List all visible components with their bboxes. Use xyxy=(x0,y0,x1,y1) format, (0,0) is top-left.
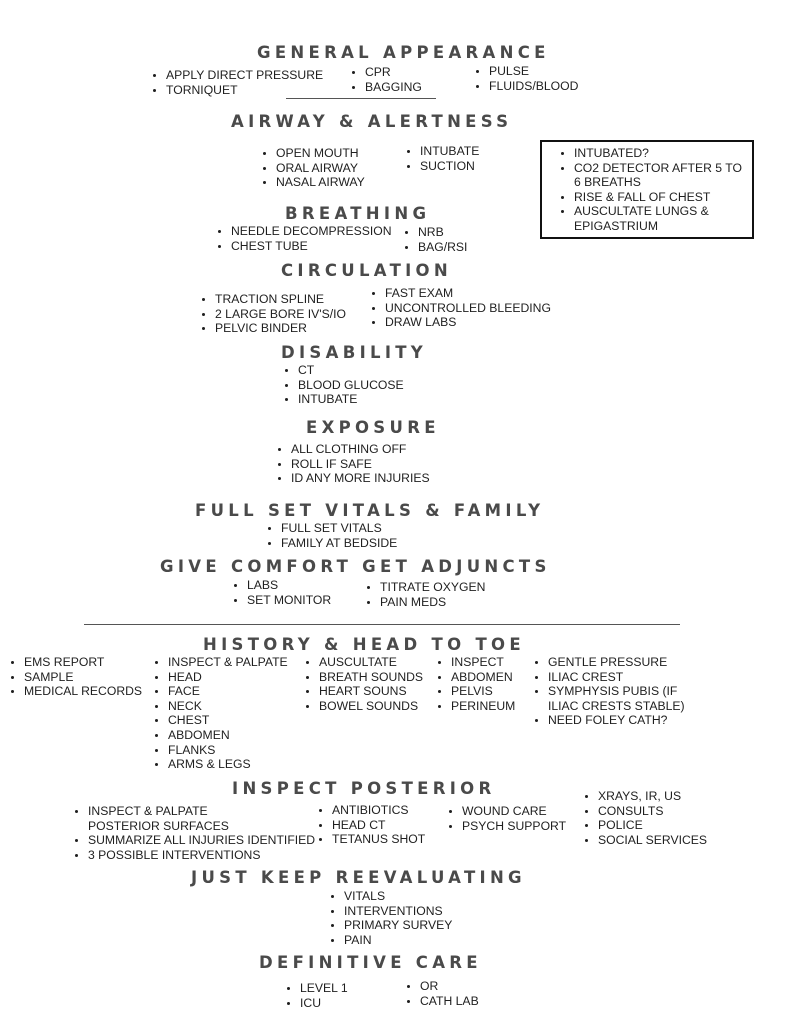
list-item: • POLICE xyxy=(598,818,707,833)
definitive-list-2 xyxy=(404,979,479,1008)
breathing-list-2 xyxy=(402,225,467,254)
list-item: • OPEN MOUTH xyxy=(276,146,365,161)
list-item: • INTUBATE xyxy=(420,144,479,159)
list-item: • ARMS & LEGS xyxy=(168,757,288,772)
list-item: • CT xyxy=(298,363,404,378)
list-item: • ANTIBIOTICS xyxy=(332,803,425,818)
list-item: • UNCONTROLLED BLEEDING xyxy=(385,301,551,316)
list-item: • PELVIC BINDER xyxy=(215,321,346,336)
list-item: • DRAW LABS xyxy=(385,315,551,330)
list-item: • TRACTION SPLINE xyxy=(215,292,346,307)
list-item: • SUCTION xyxy=(420,159,479,174)
definitive-list-1 xyxy=(284,981,348,1010)
list-item: • INSPECT & PALPATE xyxy=(168,655,288,670)
list-item: • 3 POSSIBLE INTERVENTIONS xyxy=(88,848,315,863)
list-item: • INTUBATED? xyxy=(574,146,742,161)
section-title-airway: AIRWAY & ALERTNESS xyxy=(231,112,513,131)
list-item: • AUSCULTATE xyxy=(319,655,423,670)
circulation-list-2 xyxy=(369,286,551,330)
intubation-checklist xyxy=(558,146,742,234)
list-item: • CATH LAB xyxy=(420,994,479,1009)
list-item: • APPLY DIRECT PRESSURE xyxy=(166,68,323,83)
list-item: • INSPECT & PALPATE xyxy=(88,804,315,819)
section-title-comfort: GIVE COMFORT GET ADJUNCTS xyxy=(160,557,551,576)
divider xyxy=(286,98,436,99)
section-title-general-appearance: GENERAL APPEARANCE xyxy=(257,43,550,62)
list-item: • BAG/RSI xyxy=(418,240,467,255)
list-item: ILIAC CRESTS STABLE) xyxy=(548,698,685,713)
vitals-list xyxy=(265,521,397,550)
list-item: • OR xyxy=(420,979,479,994)
list-item: • LEVEL 1 xyxy=(300,981,348,996)
list-item: • FAST EXAM xyxy=(385,286,551,301)
reevaluating-list xyxy=(328,889,452,947)
section-title-circulation: CIRCULATION xyxy=(281,261,452,280)
list-item: • WOUND CARE xyxy=(462,804,566,819)
list-item: • CONSULTS xyxy=(598,804,707,819)
list-item: • BLOOD GLUCOSE xyxy=(298,378,404,393)
list-item: • SUMMARIZE ALL INJURIES IDENTIFIED xyxy=(88,833,315,848)
history-list-1 xyxy=(8,655,142,699)
list-item: • NECK xyxy=(168,699,288,714)
divider xyxy=(84,624,680,625)
posterior-list-4 xyxy=(582,789,707,847)
list-item: • NEED FOLEY CATH? xyxy=(548,713,685,728)
posterior-list-2 xyxy=(316,803,425,847)
list-item: • EMS REPORT xyxy=(24,655,142,670)
list-item: • PAIN MEDS xyxy=(380,595,485,610)
list-item: • CHEST xyxy=(168,713,288,728)
posterior-list-1 xyxy=(72,804,315,862)
list-item: • TORNIQUET xyxy=(166,83,323,98)
list-item: • LABS xyxy=(247,578,331,593)
list-item: • ILIAC CREST xyxy=(548,670,685,685)
list-item: • ICU xyxy=(300,996,348,1011)
list-item: • CHEST TUBE xyxy=(231,239,392,254)
breathing-list-1 xyxy=(215,224,392,253)
general-appearance-list-2 xyxy=(349,65,422,94)
list-item: • PAIN xyxy=(344,933,452,948)
history-list-4 xyxy=(435,655,515,713)
general-appearance-list-3 xyxy=(473,64,578,93)
list-item: • ABDOMEN xyxy=(451,670,515,685)
list-item: • BAGGING xyxy=(365,80,422,95)
list-item: • MEDICAL RECORDS xyxy=(24,684,142,699)
general-appearance-list-1 xyxy=(150,68,323,97)
list-item: • GENTLE PRESSURE xyxy=(548,655,685,670)
list-item: • PELVIS xyxy=(451,684,515,699)
list-item: • FLANKS xyxy=(168,743,288,758)
list-item: • RISE & FALL OF CHEST xyxy=(574,190,742,205)
list-item: • BOWEL SOUNDS xyxy=(319,699,423,714)
list-item: • HEAD xyxy=(168,670,288,685)
list-item: • INTERVENTIONS xyxy=(344,904,452,919)
list-item: EPIGASTRIUM xyxy=(574,218,658,233)
history-list-5 xyxy=(532,655,685,728)
list-item: POSTERIOR SURFACES xyxy=(88,818,229,833)
section-title-history: HISTORY & HEAD TO TOE xyxy=(203,635,525,654)
list-item: • HEAD CT xyxy=(332,818,425,833)
list-item: • SAMPLE xyxy=(24,670,142,685)
list-item: • NASAL AIRWAY xyxy=(276,175,365,190)
list-item: • ORAL AIRWAY xyxy=(276,161,365,176)
section-title-vitals: FULL SET VITALS & FAMILY xyxy=(195,501,545,520)
list-item: • PRIMARY SURVEY xyxy=(344,918,452,933)
list-item: • ALL CLOTHING OFF xyxy=(291,442,430,457)
list-item: • PULSE xyxy=(489,64,578,79)
comfort-list-1 xyxy=(231,578,331,607)
section-title-posterior: INSPECT POSTERIOR xyxy=(232,779,496,798)
list-item: • TITRATE OXYGEN xyxy=(380,580,485,595)
list-item: • FLUIDS/BLOOD xyxy=(489,79,578,94)
circulation-list-1 xyxy=(199,292,346,336)
airway-list-1 xyxy=(260,146,365,190)
history-list-3 xyxy=(303,655,423,713)
list-item: • SOCIAL SERVICES xyxy=(598,833,707,848)
list-item: • INTUBATE xyxy=(298,392,404,407)
comfort-list-2 xyxy=(364,580,485,609)
list-item: • NEEDLE DECOMPRESSION xyxy=(231,224,392,239)
list-item: • NRB xyxy=(418,225,467,240)
history-list-2 xyxy=(152,655,288,772)
list-item: • SET MONITOR xyxy=(247,593,331,608)
list-item: • BREATH SOUNDS xyxy=(319,670,423,685)
list-item: • CPR xyxy=(365,65,422,80)
list-item: • 2 LARGE BORE IV'S/IO xyxy=(215,307,346,322)
disability-list xyxy=(282,363,404,407)
list-item: • CO2 DETECTOR AFTER 5 TO xyxy=(574,161,742,176)
list-item: • FULL SET VITALS xyxy=(281,521,397,536)
list-item: • XRAYS, IR, US xyxy=(598,789,707,804)
list-item: 6 BREATHS xyxy=(574,175,641,190)
section-title-definitive: DEFINITIVE CARE xyxy=(259,953,482,972)
posterior-list-3 xyxy=(446,804,566,833)
list-item: • PSYCH SUPPORT xyxy=(462,819,566,834)
list-item: • ID ANY MORE INJURIES xyxy=(291,471,430,486)
exposure-list xyxy=(275,442,430,486)
section-title-exposure: EXPOSURE xyxy=(306,418,440,437)
list-item: • INSPECT xyxy=(451,655,515,670)
list-item: • TETANUS SHOT xyxy=(332,832,425,847)
section-title-breathing: BREATHING xyxy=(285,204,431,223)
list-item: • PERINEUM xyxy=(451,699,515,714)
list-item: • ROLL IF SAFE xyxy=(291,457,430,472)
airway-list-2 xyxy=(404,144,479,173)
list-item: • FAMILY AT BEDSIDE xyxy=(281,536,397,551)
list-item: • ABDOMEN xyxy=(168,728,288,743)
list-item: • SYMPHYSIS PUBIS (IF xyxy=(548,684,685,699)
list-item: • HEART SOUNS xyxy=(319,684,423,699)
list-item: • VITALS xyxy=(344,889,452,904)
section-title-disability: DISABILITY xyxy=(281,343,428,362)
list-item: • FACE xyxy=(168,684,288,699)
list-item: • AUSCULTATE LUNGS & xyxy=(574,204,742,219)
section-title-reevaluating: JUST KEEP REEVALUATING xyxy=(191,868,526,887)
